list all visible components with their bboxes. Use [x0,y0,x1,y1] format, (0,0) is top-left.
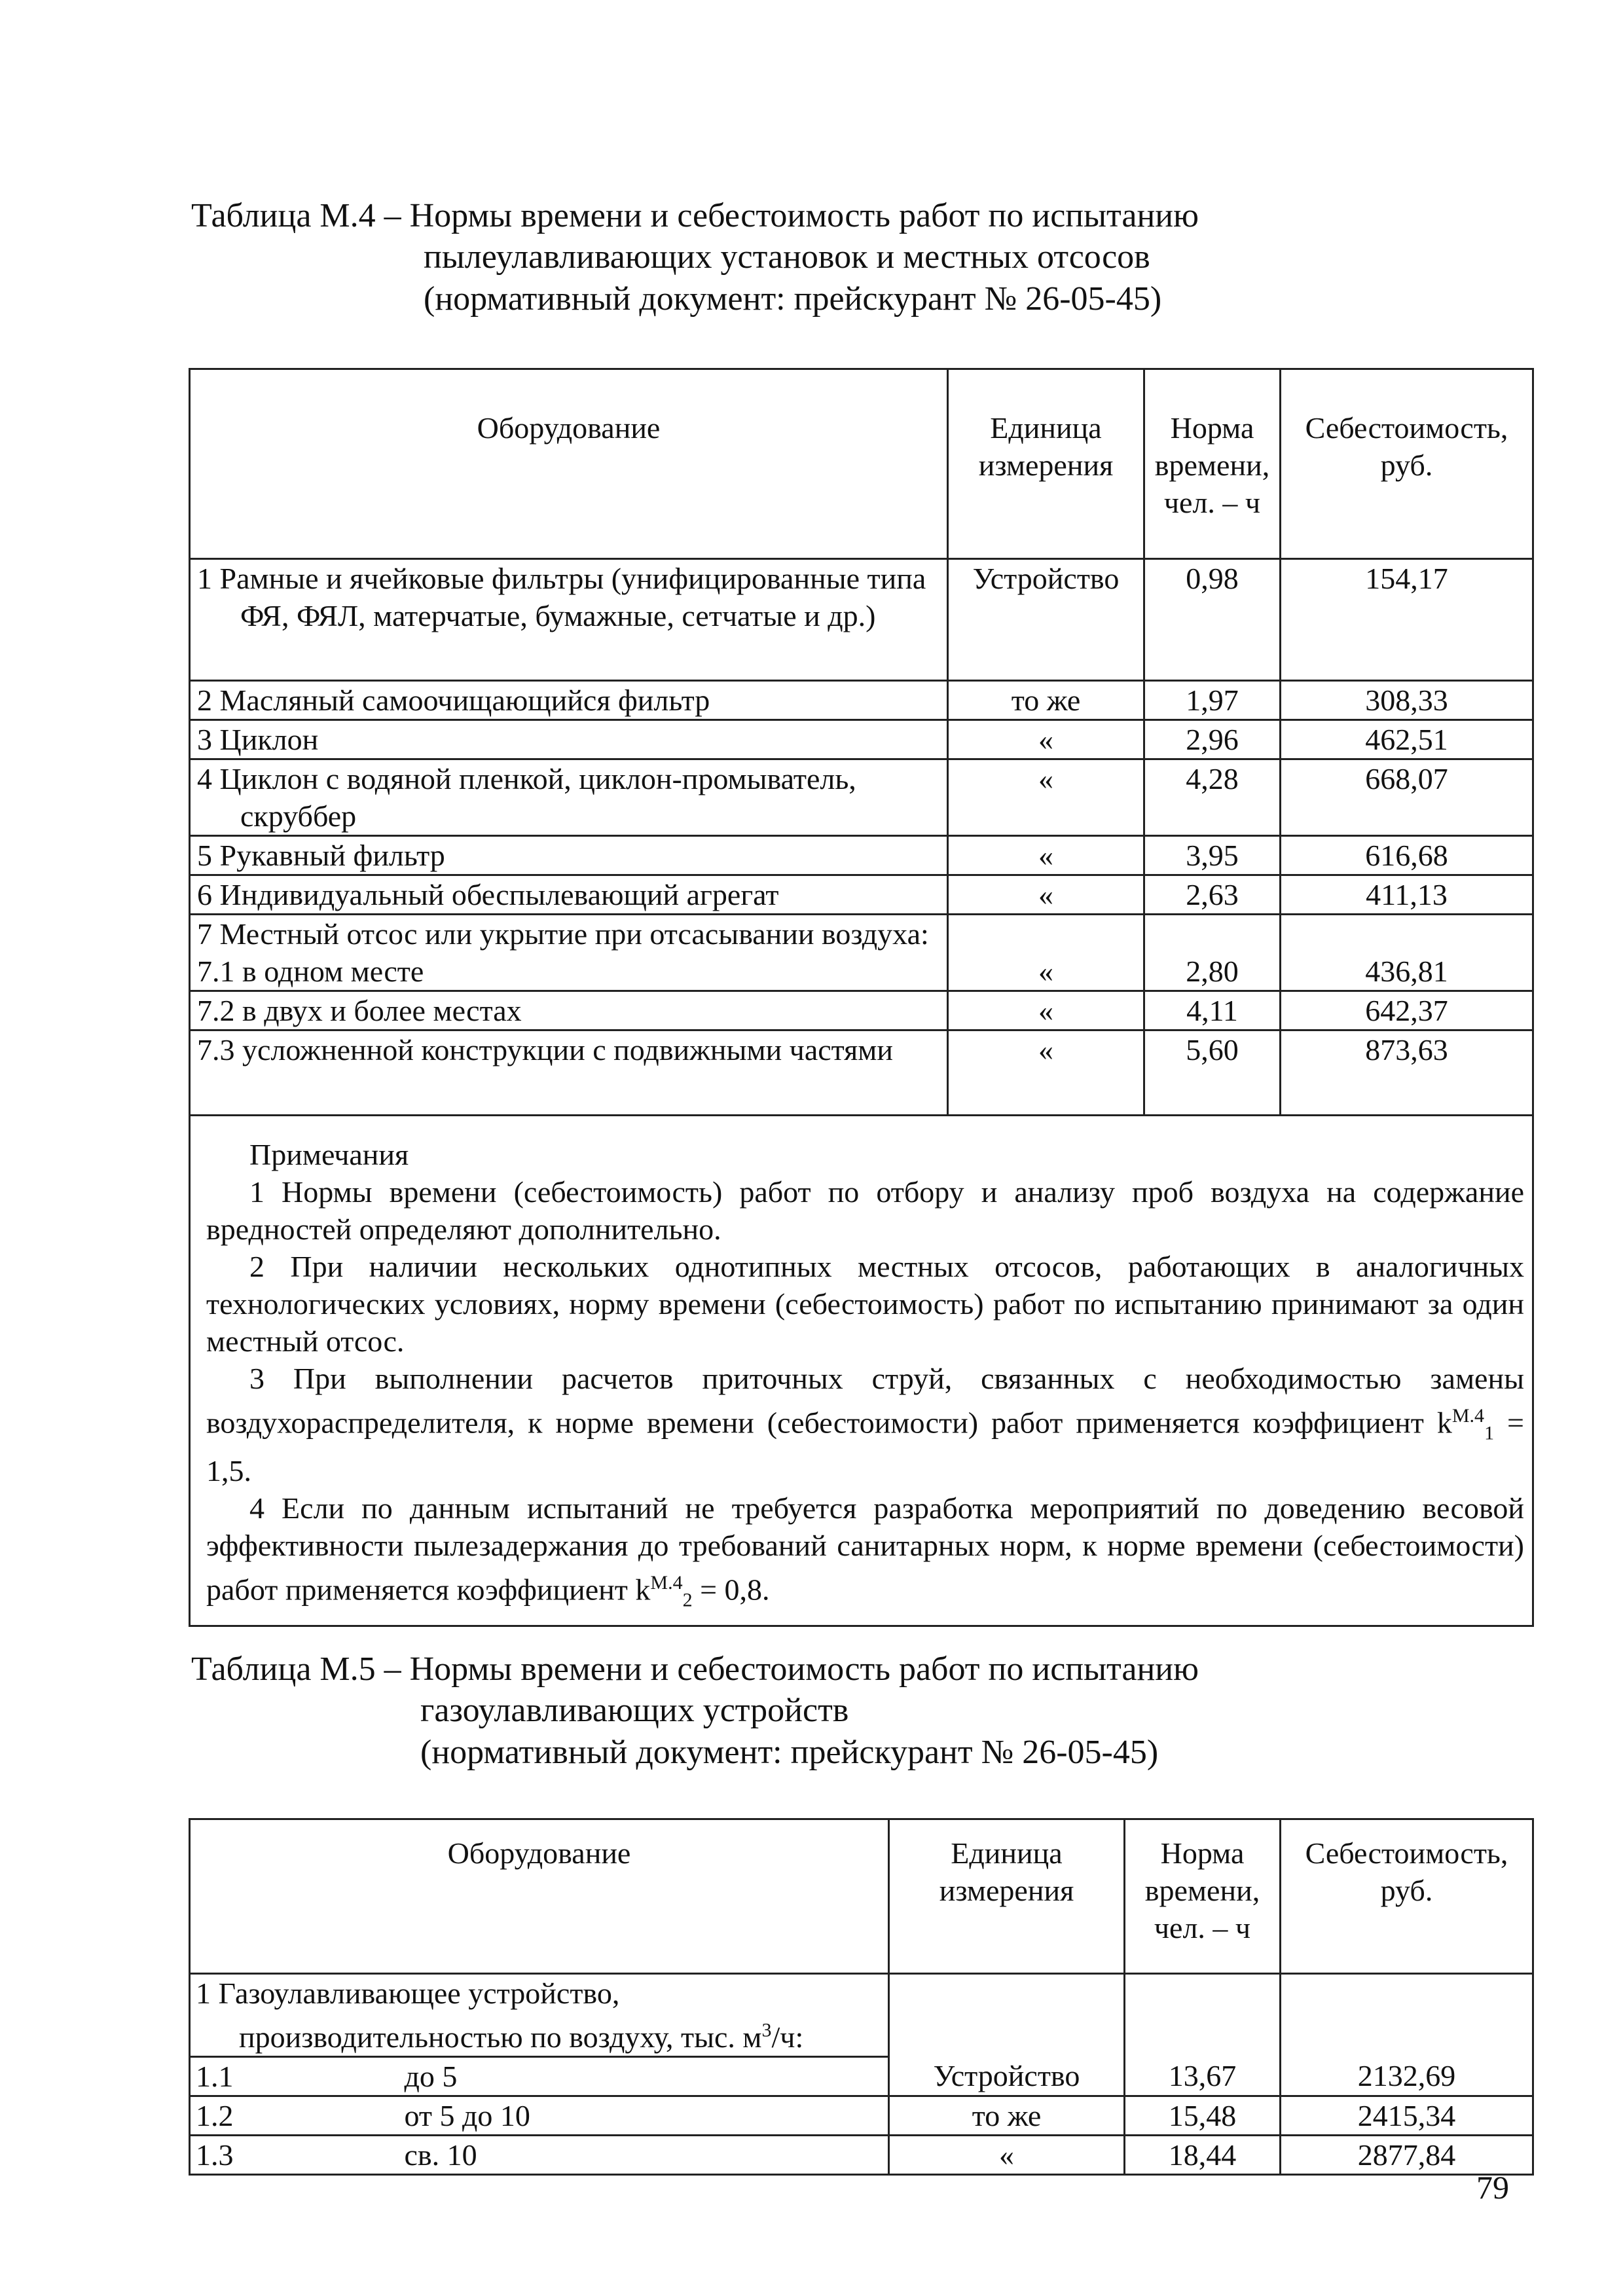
table-row [190,759,1533,836]
row-unit: Устройство [948,559,1144,681]
group-label-line2 [196,2020,803,2054]
row-range: от 5 до 10 [399,2096,889,2136]
table-row [190,836,1533,875]
table-row [190,915,1533,953]
table4-caption-line1: Таблица М.4 – Нормы времени и себестоимость работ по испытанию [191,197,1199,234]
page-number: 79 [1476,2169,1509,2206]
table4-header-norm: Норма времени, чел. – ч [1144,369,1281,559]
row-unit: « [948,875,1144,915]
row-name: 7.3 усложненной конструкции с подвижными частями [190,1030,948,1116]
table-row [190,1030,1533,1116]
empty-cell [889,1974,1125,2057]
table4 [189,368,1534,1627]
group-label-end: /ч: [771,2020,804,2054]
row-cost: 668,07 [1281,759,1533,836]
row-num: 1.3 [190,2136,399,2175]
table5-header-equipment: Оборудование [190,1819,889,1974]
table5-group-label [190,1974,889,2057]
table4-notes-row [190,1116,1533,1626]
row-norm: 18,44 [1125,2136,1281,2175]
row-cost: 436,81 [1281,953,1533,991]
empty-cell [1125,1974,1281,2057]
row-unit: « [948,1030,1144,1116]
row-norm: 3,95 [1144,836,1281,875]
row-cost: 873,63 [1281,1030,1533,1116]
table5-header-norm: Норма времени, чел. – ч [1125,1819,1281,1974]
row-unit: « [889,2136,1125,2175]
row-norm: 0,98 [1144,559,1281,681]
table4-header-equipment: Оборудование [190,369,948,559]
table5-group-row [190,1974,1533,2057]
row-name: 3 Циклон [190,720,948,759]
table5 [189,1818,1534,2176]
row-unit: то же [948,681,1144,720]
row-cost: 2132,69 [1281,2057,1533,2096]
row-name: 1 Рамные и ячейковые фильтры (унифицированные типа ФЯ, ФЯЛ, матерчатые, бумажные, сетчатые и др.) [190,559,948,681]
note-3-sup: М.4 [1451,1405,1485,1427]
row-range: св. 10 [399,2136,889,2175]
row-cost [1281,915,1533,953]
table-row [190,875,1533,915]
table-row [190,720,1533,759]
row-name: 2 Масляный самоочищающийся фильтр [190,681,948,720]
row-norm: 5,60 [1144,1030,1281,1116]
note-4-sub: 2 [682,1589,693,1611]
row-unit: « [948,991,1144,1030]
table4-caption [191,195,1199,319]
note-4-text: 4 Если по данным испытаний не требуется разработка мероприятий по доведению весовой эффективности пылезадержания до требований санитарных норм, к норме времени (себестоимости) работ применяется коэффициент k [206,1491,1524,1606]
table-row [190,681,1533,720]
row-unit [948,915,1144,953]
row-norm: 13,67 [1125,2057,1281,2096]
row-name: 4 Циклон с водяной пленкой, циклон-промыватель, скруббер [190,759,948,836]
table5-header-row [190,1819,1533,1974]
table5-caption-line3: (нормативный документ: прейскурант № 26-05-45) [420,1733,1159,1771]
row-name: 7.1 в одном месте [190,953,948,991]
row-norm [1144,915,1281,953]
row-cost: 642,37 [1281,991,1533,1030]
table-row [190,2136,1533,2175]
table5-header-cost: Себестоимость, руб. [1281,1819,1533,1974]
row-cost: 2877,84 [1281,2136,1533,2175]
table-row [190,2096,1533,2136]
note-3-end: = 1,5. [206,1406,1524,1487]
note-3-text: 3 При выполнении расчетов приточных струй, связанных с необходимостью замены воздухораспределителя, к норме времени (себестоимости) работ применяется коэффициент k [206,1362,1524,1440]
row-norm: 4,28 [1144,759,1281,836]
row-unit: Устройство [889,2057,1125,2096]
note-4-sup: М.4 [650,1571,683,1594]
row-name: 7 Местный отсос или укрытие при отсасывании воздуха: [190,915,948,953]
table-row [190,991,1533,1030]
group-label-sup: 3 [761,2020,772,2041]
notes-title: Примечания [249,1138,409,1171]
table4-notes [190,1116,1533,1626]
row-norm: 1,97 [1144,681,1281,720]
row-name: 6 Индивидуальный обеспылевающий агрегат [190,875,948,915]
table-row [190,559,1533,681]
row-norm: 2,63 [1144,875,1281,915]
row-cost: 411,13 [1281,875,1533,915]
note-3-sub: 1 [1484,1422,1495,1444]
empty-cell [1281,1974,1533,2057]
row-name: 5 Рукавный фильтр [190,836,948,875]
row-cost: 616,68 [1281,836,1533,875]
row-name: 7.2 в двух и более местах [190,991,948,1030]
row-norm: 2,80 [1144,953,1281,991]
row-cost: 308,33 [1281,681,1533,720]
row-num: 1.2 [190,2096,399,2136]
table4-header-cost: Себестоимость, руб. [1281,369,1533,559]
note-3 [206,1360,1524,1489]
table5-caption-line1: Таблица М.5 – Нормы времени и себестоимость работ по испытанию [191,1650,1199,1688]
row-num: 1.1 [190,2057,399,2096]
group-label-text: производительностью по воздуху, тыс. м [239,2020,762,2054]
row-norm: 4,11 [1144,991,1281,1030]
row-unit: « [948,953,1144,991]
row-cost: 2415,34 [1281,2096,1533,2136]
row-cost: 462,51 [1281,720,1533,759]
group-label-line1: 1 Газоулавливающее устройство, [196,1977,620,2010]
table5-caption-line2: газоулавливающих устройств [420,1692,849,1730]
row-range: до 5 [399,2057,889,2096]
table4-caption-line3: (нормативный документ: прейскурант № 26-05-45) [424,280,1162,318]
note-4 [206,1489,1524,1619]
table5-header-unit: Единица измерения [889,1819,1125,1974]
row-unit: « [948,720,1144,759]
note-1: 1 Нормы времени (себестоимость) работ по отбору и анализу проб воздуха на содержание вредностей определяют дополнительно. [206,1175,1524,1246]
table-row [190,953,1533,991]
row-unit: « [948,836,1144,875]
row-norm: 15,48 [1125,2096,1281,2136]
table4-header-unit: Единица измерения [948,369,1144,559]
row-unit: то же [889,2096,1125,2136]
row-unit: « [948,759,1144,836]
row-cost: 154,17 [1281,559,1533,681]
note-2: 2 При наличии нескольких однотипных местных отсосов, работающих в аналогичных технологических условиях, норму времени (себестоимость) работ по испытанию принимают за один местный отсос. [206,1250,1524,1358]
table5-caption [191,1649,1199,1773]
table4-header-row [190,369,1533,559]
table4-caption-line2: пылеулавливающих установок и местных отсосов [424,238,1150,276]
row-norm: 2,96 [1144,720,1281,759]
note-4-end: = 0,8. [692,1572,770,1606]
table-row [190,2057,1533,2096]
